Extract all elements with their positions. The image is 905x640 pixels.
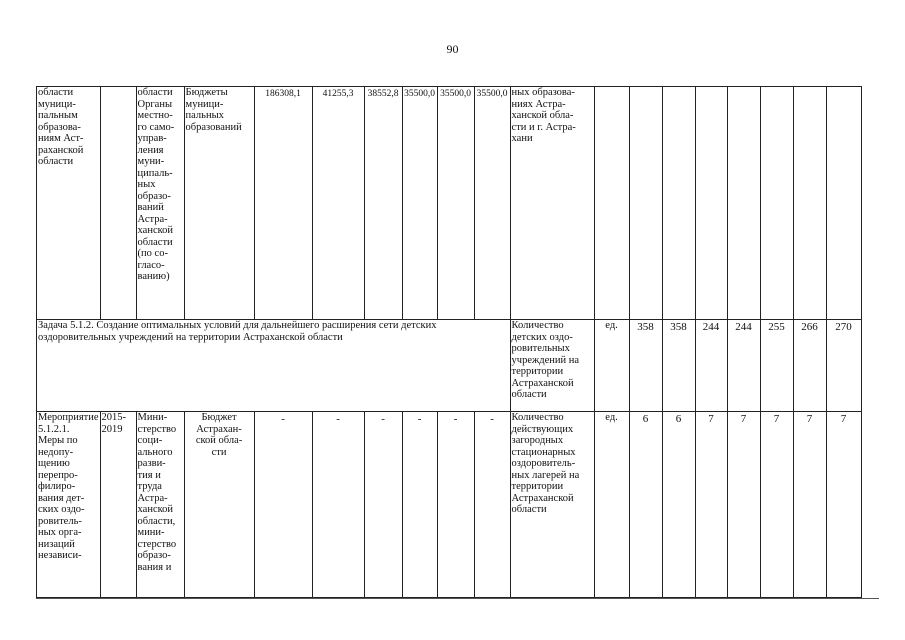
cell-event-name: Мероприятие 5.1.2.1. Меры по недопу- щению перепро- филиро- вания дет- ских оздо- ровитель- ных орга- низаций независи-: [37, 412, 101, 598]
cell-value: 358: [629, 320, 662, 412]
cell-year-2: 38552,8: [364, 87, 402, 320]
cell-value: 244: [727, 320, 760, 412]
cell-value: 7: [695, 412, 727, 598]
cell-value: [793, 87, 826, 320]
cell-period: 2015- 2019: [100, 412, 136, 598]
cell-value: 266: [793, 320, 826, 412]
table-row-event: [37, 412, 862, 598]
cell-year-5: -: [474, 412, 510, 598]
bottom-rule: [36, 598, 879, 599]
cell-year-4: -: [437, 412, 474, 598]
cell-value: 358: [662, 320, 695, 412]
cell-value: [727, 87, 760, 320]
program-table: [36, 86, 862, 598]
cell-value: 7: [826, 412, 861, 598]
cell-unit: ед.: [594, 412, 629, 598]
cell-funding-source: Бюджет Астрахан- ской обла- сти: [184, 412, 254, 598]
cell-value: [629, 87, 662, 320]
cell-total: -: [254, 412, 312, 598]
cell-value: 7: [760, 412, 793, 598]
cell-unit: ед.: [594, 320, 629, 412]
cell-value: 270: [826, 320, 861, 412]
cell-value: 7: [793, 412, 826, 598]
cell-value: 7: [727, 412, 760, 598]
cell-year-1: -: [312, 412, 364, 598]
cell-executor: области муници- пальным образова- ниям Аст- раханской области: [37, 87, 101, 320]
cell-year-1: 41255,3: [312, 87, 364, 320]
cell-value: 6: [629, 412, 662, 598]
cell-funding-source: Бюджеты муници- пальных образований: [184, 87, 254, 320]
cell-year-5: 35500,0: [474, 87, 510, 320]
cell-year-3: -: [402, 412, 437, 598]
cell-year-3: 35500,0: [402, 87, 437, 320]
cell-total: 186308,1: [254, 87, 312, 320]
cell-responsible: области Органы местно- го само- управ- ления муни- ципаль- ных образо- ваний Астра- ханской области (по со- гласо- ванию): [136, 87, 184, 320]
cell-value: 6: [662, 412, 695, 598]
cell-unit: [594, 87, 629, 320]
cell-value: [826, 87, 861, 320]
cell-value: [662, 87, 695, 320]
table-row-task: [37, 320, 862, 412]
cell-indicator: Количество действующих загородных стационарных оздоровитель- ных лагерей на территории Астраханской области: [510, 412, 594, 598]
page-number: 90: [446, 42, 459, 56]
cell-indicator: ных образова- ниях Астра- ханской обла- сти и г. Астра- хани: [510, 87, 594, 320]
cell-value: 244: [695, 320, 727, 412]
cell-value: 255: [760, 320, 793, 412]
cell-year-4: 35500,0: [437, 87, 474, 320]
task-title: Задача 5.1.2. Создание оптимальных условий для дальнейшего расширения сети детских оздоровительных учреждений на территории Астраханской области: [37, 320, 511, 412]
cell-period: [100, 87, 136, 320]
cell-value: [695, 87, 727, 320]
cell-year-2: -: [364, 412, 402, 598]
table-row-municipal: [37, 87, 862, 320]
cell-value: [760, 87, 793, 320]
cell-indicator: Количество детских оздо- ровительных учреждений на территории Астраханской области: [510, 320, 594, 412]
cell-responsible: Мини- стерство соци- ального разви- тия и труда Астра- ханской области, мини- стерство образо- вания и: [136, 412, 184, 598]
